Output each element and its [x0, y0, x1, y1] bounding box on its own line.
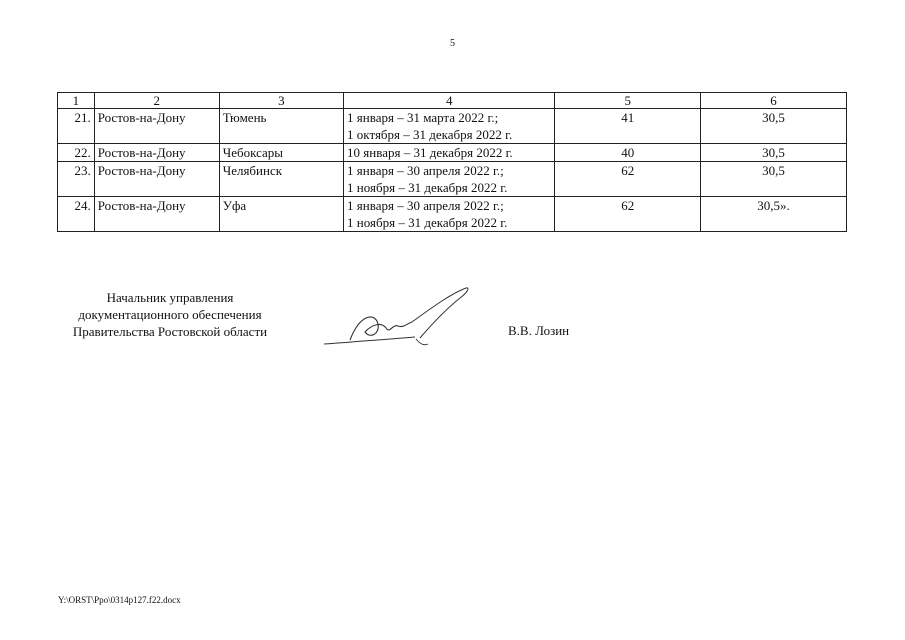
period-line: 1 января – 30 апреля 2022 г.; — [347, 163, 504, 178]
col6-value: 30,5 — [701, 144, 847, 162]
row-number: 21. — [58, 109, 95, 144]
period-line: 1 ноября – 31 декабря 2022 г. — [347, 215, 508, 230]
destination-city: Уфа — [219, 197, 343, 232]
header-col-2: 2 — [94, 93, 219, 109]
col6-value: 30,5 — [701, 109, 847, 144]
destination-city: Тюмень — [219, 109, 343, 144]
table-row — [58, 144, 847, 162]
signer-name: В.В. Лозин — [508, 323, 570, 338]
signatory-title — [40, 289, 300, 340]
period-line: 1 октября – 31 декабря 2022 г. — [347, 127, 513, 142]
header-col-3: 3 — [219, 93, 343, 109]
period-cell — [344, 109, 555, 144]
col5-value: 62 — [555, 197, 701, 232]
period-line: 10 января – 31 декабря 2022 г. — [347, 145, 513, 160]
col6-value: 30,5». — [701, 197, 847, 232]
signatory-title-line: документационного обеспечения — [78, 307, 262, 322]
table-row — [58, 197, 847, 232]
destination-city: Чебоксары — [219, 144, 343, 162]
signatory-title-line: Начальник управления — [106, 290, 234, 305]
origin-city: Ростов-на-Дону — [94, 197, 219, 232]
origin-city: Ростов-на-Дону — [94, 144, 219, 162]
header-col-6: 6 — [701, 93, 847, 109]
period-line: 1 ноября – 31 декабря 2022 г. — [347, 180, 508, 195]
col5-value: 62 — [555, 162, 701, 197]
signatory-title-line: Правительства Ростовской области — [72, 324, 268, 339]
row-number: 22. — [58, 144, 95, 162]
origin-city: Ростов-на-Дону — [94, 109, 219, 144]
origin-city: Ростов-на-Дону — [94, 162, 219, 197]
table-row — [58, 162, 847, 197]
col6-value: 30,5 — [701, 162, 847, 197]
destination-city: Челябинск — [219, 162, 343, 197]
row-number: 24. — [58, 197, 95, 232]
period-cell — [344, 144, 555, 162]
table-row — [58, 109, 847, 144]
col5-value: 41 — [555, 109, 701, 144]
period-line: 1 января – 31 марта 2022 г.; — [347, 110, 499, 125]
header-col-5: 5 — [555, 93, 701, 109]
period-cell — [344, 197, 555, 232]
handwritten-signature — [320, 284, 480, 354]
header-col-4: 4 — [344, 93, 555, 109]
header-col-1: 1 — [58, 93, 95, 109]
period-line: 1 января – 30 апреля 2022 г.; — [347, 198, 504, 213]
row-number: 23. — [58, 162, 95, 197]
period-cell — [344, 162, 555, 197]
table-header-row — [58, 93, 847, 109]
routes-table — [57, 92, 847, 232]
page-number: 5 — [450, 38, 455, 49]
col5-value: 40 — [555, 144, 701, 162]
file-path: Y:\ORST\Ppo\0314p127.f22.docx — [58, 595, 181, 605]
